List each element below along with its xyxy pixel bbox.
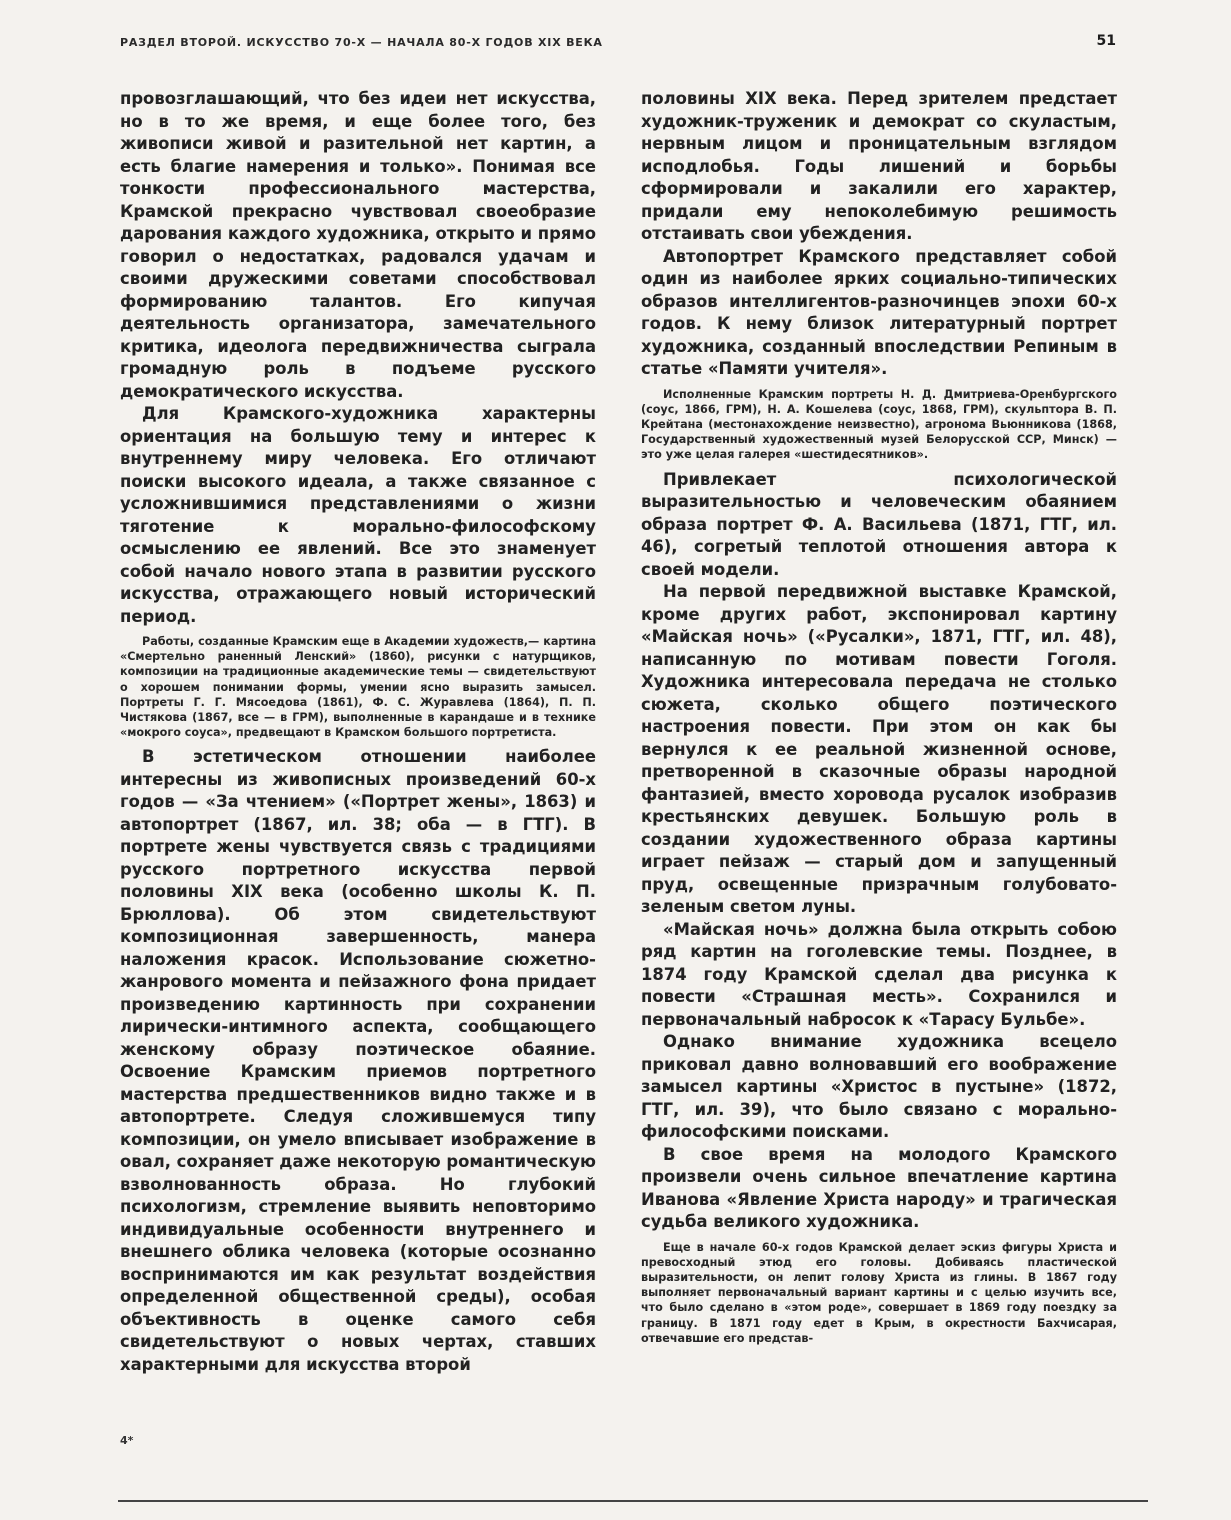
paragraph: Привлекает психологической выразительностью и человеческим обаянием образа портрет Ф. А. Васильева (1871, ГТГ, ил. 46), согретый теплотой отношения автора к своей модели.	[641, 469, 1117, 579]
paragraph: На первой передвижной выставке Крамской, кроме других работ, экспонировал картину «Майская ночь» («Русалки», 1871, ГТГ, ил. 48), написанную по мотивам повести Гоголя. Художника интересовала передача не столько сюжета, сколько общего поэтического настроения повести. При этом он как бы вернулся к ее реальной жизненной основе, претворенной в сказочные образы народной фантазией, вместо хоровода русалок изобразив крестьянских девушек. Большую роль в создании художественного образа картины играет пейзаж — старый дом и запущенный пруд, освещенные призрачным голубовато-зеленым светом луны.	[641, 582, 1117, 917]
signature-mark: 4*	[120, 1434, 134, 1447]
bottom-rule	[118, 1500, 1148, 1502]
paragraph: провозглашающий, что без идеи нет искусства, но в то же время, и еще более того, без живописи живой и разительной нет картин, а есть благие намерения и только». Понимая все тонкости профессионального мастерства, Крамской прекрасно чувствовал своеобразие дарования каждого художника, открыто и прямо говорил о недостатках, радовался удачам и своими дружескими советами способствовал формированию талантов. Его кипучая деятельность организатора, замечательного критика, идеолога передвижничества сыграла громадную роль в подъеме русского демократического искусства.	[120, 89, 596, 401]
paragraph: Для Крамского-художника характерны ориентация на большую тему и интерес к внутреннему миру человека. Его отличают поиски высокого идеала, а также связанное с усложнившимися представлениями о жизни тяготение к морально-философскому осмыслению ее явлений. Все это знаменует собой начало нового этапа в развитии русского искусства, отражающего новый исторический период.	[120, 404, 596, 626]
right-column	[641, 88, 1117, 1352]
paragraph: В свое время на молодого Крамского произвели очень сильное впечатление картина Иванова «Явление Христа народу» и трагическая судьба великого художника.	[641, 1144, 1117, 1232]
page-number: 51	[1096, 33, 1116, 49]
small-print-note: Исполненные Крамским портреты Н. Д. Дмитриева-Оренбургского (соус, 1866, ГРМ), Н. А. Кошелева (соус, 1868, ГРМ), скульптора В. П. Крейтана (местонахождение неизвестно), агронома Вьюнникова (1868, Государственный художественный музей Белорусской ССР, Минск) — это уже целая галерея «шестидесятников».	[641, 387, 1117, 462]
paragraph: Автопортрет Крамского представляет собой один из наиболее ярких социально-типических образов интеллигентов-разночинцев эпохи 60-х годов. К нему близок литературный портрет художника, созданный впоследствии Репиным в статье «Памяти учителя».	[641, 246, 1117, 378]
left-column	[120, 88, 596, 1376]
running-head: РАЗДЕЛ ВТОРОЙ. ИСКУССТВО 70-Х — НАЧАЛА 80-Х ГОДОВ XIX ВЕКА	[120, 36, 603, 49]
paragraph: Однако внимание художника всецело приковал давно волновавший его воображение замысел картины «Христос в пустыне» (1872, ГТГ, ил. 39), что было связано с морально-философскими поисками.	[641, 1032, 1117, 1142]
small-print-note: Еще в начале 60-х годов Крамской делает эскиз фигуры Христа и превосходный этюд его головы. Добиваясь пластической выразительности, он лепит голову Христа из глины. В 1867 году выполняет первоначальный вариант картины и с целью изучить все, что было сделано в «этом роде», совершает в 1869 году поездку за границу. В 1871 году едет в Крым, в окрестности Бахчисарая, отвечавшие его представ-	[641, 1240, 1117, 1345]
paragraph: «Майская ночь» должна была открыть собою ряд картин на гоголевские темы. Позднее, в 1874 году Крамской сделал два рисунка к повести «Страшная месть». Сохранился и первоначальный набросок к «Тарасу Бульбе».	[641, 919, 1117, 1029]
small-print-note: Работы, созданные Крамским еще в Академии художеств,— картина «Смертельно раненный Ленский» (1860), рисунки с натурщиков, композиции на традиционные академические темы — свидетельствуют о хорошем понимании формы, умении ясно выразить замысел. Портреты Г. Г. Мясоедова (1861), Ф. С. Журавлева (1864), П. П. Чистякова (1867, все — в ГРМ), выполненные в карандаше и в технике «мокрого соуса», предвещают в Крамском большого портретиста.	[120, 635, 596, 740]
paragraph: В эстетическом отношении наиболее интересны из живописных произведений 60-х годов — «За чтением» («Портрет жены», 1863) и автопортрет (1867, ил. 38; оба — в ГТГ). В портрете жены чувствуется связь с традициями русского портретного искусства первой половины XIX века (особенно школы К. П. Брюллова). Об этом свидетельствуют композиционная завершенность, манера наложения красок. Использование сюжетно-жанрового момента и пейзажного фона придает произведению картинность при сохранении лирически-интимного аспекта, сообщающего женскому образу поэтическое обаяние. Освоение Крамским приемов портретного мастерства предшественников видно также и в автопортрете. Следуя сложившемуся типу композиции, он умело вписывает изображение в овал, сохраняет даже некоторую романтическую взволнованность образа. Но глубокий психологизм, стремление выявить неповторимо индивидуальные особенности внутреннего и внешнего облика человека (которые осознанно воспринимаются им как результат воздействия определенной общественной среды), особая объективность в оценке самого себя свидетельствуют о новых чертах, ставших характерными для искусства второй	[120, 747, 596, 1374]
paragraph: половины XIX века. Перед зрителем предстает художник-труженик и демократ со скуластым, нервным лицом и проницательным взглядом исподлобья. Годы лишений и борьбы сформировали и закалили его характер, придали ему непоколебимую решимость отстаивать свои убеждения.	[641, 89, 1117, 243]
